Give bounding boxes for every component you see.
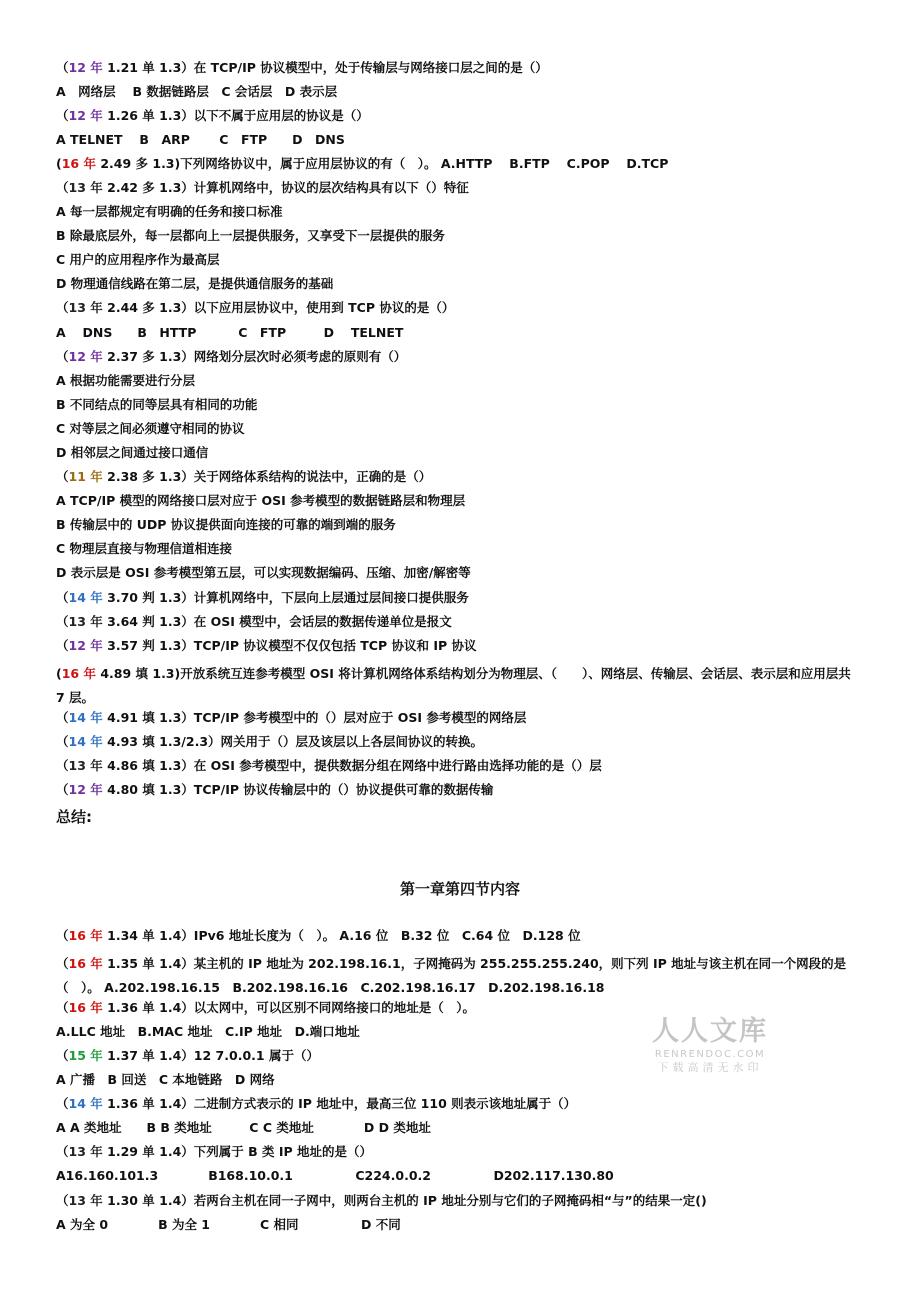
question-line	[56, 1193, 707, 1209]
question-line	[56, 638, 476, 654]
line-text: A 根据功能需要进行分层	[56, 373, 196, 388]
line-text: A.LLC 地址 B.MAC 地址 C.IP 地址 D.端口地址	[56, 1024, 360, 1039]
year-tag: 16 年	[61, 156, 96, 171]
open-paren: （	[56, 108, 69, 123]
question-line	[56, 469, 431, 485]
watermark-slogan: 下载高清无水印	[657, 1061, 763, 1074]
answer-option-line	[56, 541, 232, 557]
answer-option-line	[56, 132, 345, 148]
question-line	[56, 1096, 576, 1112]
year-tag: 16 年	[61, 666, 96, 681]
question-line	[56, 1144, 372, 1160]
line-text: 1.36 单 1.4）以太网中，可以区别不同网络接口的地址是（ ）。	[102, 1000, 476, 1015]
question-line	[56, 1000, 475, 1016]
line-text: 2.44 多 1.3）以下应用层协议中，使用到 TCP 协议的是（）	[102, 300, 455, 315]
open-paren: （	[56, 469, 69, 484]
year-tag: 13 年	[68, 1193, 103, 1208]
year-tag: 12 年	[68, 349, 103, 364]
answer-option-line	[56, 1024, 360, 1040]
open-paren: （	[56, 782, 69, 797]
watermark-main-text: 人人文库	[652, 1016, 768, 1047]
line-text: A TELNET B ARP C FTP D DNS	[56, 132, 345, 147]
year-tag: 12 年	[68, 108, 103, 123]
line-text: A A 类地址 B B 类地址 C C 类地址 D D 类地址	[56, 1120, 431, 1135]
answer-option-line	[56, 421, 245, 437]
question-line	[56, 782, 493, 798]
question-line	[56, 928, 581, 944]
line-text: 3.70 判 1.3）计算机网络中，下层向上层通过层间接口提供服务	[102, 590, 469, 605]
open-paren: （	[56, 590, 69, 605]
line-text: B 除最底层外，每一层都向上一层提供服务，又享受下一层提供的服务	[56, 228, 445, 243]
line-text: 3.57 判 1.3）TCP/IP 协议模型不仅仅包括 TCP 协议和 IP 协议	[102, 638, 477, 653]
year-tag: 16 年	[68, 928, 103, 943]
line-text: A16.160.101.3 B168.10.0.1 C224.0.0.2 D202.117.130.80	[56, 1168, 614, 1183]
summary-label: 总结:	[56, 808, 92, 826]
question-line	[56, 180, 469, 196]
line-text: B 不同结点的同等层具有相同的功能	[56, 397, 258, 412]
open-paren: （	[56, 734, 69, 749]
answer-option-line	[56, 325, 403, 341]
question-line	[56, 758, 602, 774]
year-tag: 15 年	[68, 1048, 103, 1063]
question-line	[56, 60, 548, 76]
question-line	[56, 734, 483, 750]
open-paren: （	[56, 1193, 69, 1208]
answer-option-line	[56, 1168, 614, 1184]
line-text: 4.93 填 1.3/2.3）网关用于（）层及该层以上各层间协议的转换。	[102, 734, 484, 749]
year-tag: 12 年	[68, 60, 103, 75]
question-line	[56, 614, 452, 630]
open-paren: （	[56, 1000, 69, 1015]
question-line	[56, 590, 469, 606]
line-text: 2.38 多 1.3）关于网络体系结构的说法中，正确的是（）	[102, 469, 432, 484]
section-title: 第一章第四节内容	[399, 880, 520, 898]
answer-option-line	[56, 228, 445, 244]
year-tag: 13 年	[68, 758, 103, 773]
year-tag: 12 年	[68, 638, 103, 653]
question-line	[56, 349, 406, 365]
question-line	[56, 156, 668, 172]
line-text: D 相邻层之间通过接口通信	[56, 445, 209, 460]
line-text: 1.34 单 1.4）IPv6 地址长度为（ ）。 A.16 位 B.32 位 C.64 位 D.128 位	[102, 928, 581, 943]
line-text: A 每一层都规定有明确的任务和接口标准	[56, 204, 283, 219]
answer-option-line	[56, 517, 396, 533]
line-text: 1.37 单 1.4）12 7.0.0.1 属于（）	[102, 1048, 319, 1063]
line-text: 1.29 单 1.4）下列属于 B 类 IP 地址的是（）	[102, 1144, 373, 1159]
line-text: C 物理层直接与物理信道相连接	[56, 541, 233, 556]
line-text: 4.86 填 1.3）在 OSI 参考模型中，提供数据分组在网络中进行路由选择功能的是（）层	[102, 758, 602, 773]
open-paren: （	[56, 614, 69, 629]
line-text: A 网络层 B 数据链路层 C 会话层 D 表示层	[56, 84, 338, 99]
answer-option-line	[56, 493, 465, 509]
year-tag: 12 年	[68, 782, 103, 797]
answer-option-line	[56, 252, 220, 268]
open-paren: (	[56, 666, 62, 681]
answer-option-line	[56, 276, 333, 292]
open-paren: （	[56, 349, 69, 364]
answer-option-line	[56, 84, 337, 100]
year-tag: 16 年	[68, 956, 103, 971]
answer-option-line	[56, 565, 471, 581]
line-text: 4.91 填 1.3）TCP/IP 参考模型中的（）层对应于 OSI 参考模型的网络层	[102, 710, 527, 725]
line-text: 1.26 单 1.3）以下不属于应用层的协议是（）	[102, 108, 369, 123]
answer-option-line	[56, 1120, 431, 1136]
question-line	[56, 710, 526, 726]
answer-option-line	[56, 397, 257, 413]
line-text: 3.64 判 1.3）在 OSI 模型中，会话层的数据传递单位是报文	[102, 614, 452, 629]
line-text: 2.49 多 1.3)下列网络协议中，属于应用层协议的有（ ）。 A.HTTP B.FTP C.POP D.TCP	[95, 156, 669, 171]
question-line	[56, 300, 454, 316]
open-paren: （	[56, 710, 69, 725]
line-text: D 表示层是 OSI 参考模型第五层，可以实现数据编码、压缩、加密/解密等	[56, 565, 471, 580]
watermark-url: RENRENDOC.COM	[654, 1049, 766, 1060]
answer-option-line	[56, 445, 208, 461]
question-line	[56, 662, 856, 710]
line-text: 2.42 多 1.3）计算机网络中，协议的层次结构具有以下（）特征	[102, 180, 469, 195]
answer-option-line	[56, 1217, 401, 1233]
year-tag: 14 年	[68, 710, 103, 725]
open-paren: （	[56, 180, 69, 195]
year-tag: 14 年	[68, 1096, 103, 1111]
line-text: 1.36 单 1.4）二进制方式表示的 IP 地址中，最高三位 110 则表示该地址属于（）	[102, 1096, 577, 1111]
year-tag: 14 年	[68, 590, 103, 605]
question-line	[56, 108, 369, 124]
year-tag: 16 年	[68, 1000, 103, 1015]
line-text: B 传输层中的 UDP 协议提供面向连接的可靠的端到端的服务	[56, 517, 396, 532]
answer-option-line	[56, 373, 195, 389]
open-paren: （	[56, 928, 69, 943]
answer-option-line	[56, 204, 283, 220]
year-tag: 14 年	[68, 734, 103, 749]
year-tag: 13 年	[68, 300, 103, 315]
open-paren: (	[56, 156, 62, 171]
open-paren: （	[56, 758, 69, 773]
open-paren: （	[56, 300, 69, 315]
open-paren: （	[56, 1048, 69, 1063]
year-tag: 13 年	[68, 180, 103, 195]
answer-option-line	[56, 1072, 275, 1088]
open-paren: （	[56, 60, 69, 75]
year-tag: 13 年	[68, 614, 103, 629]
question-line	[56, 952, 856, 1000]
line-text: 1.30 单 1.4）若两台主机在同一子网中，则两台主机的 IP 地址分别与它们的子网掩码相“与”的结果一定()	[102, 1193, 707, 1208]
line-text: D 物理通信线路在第二层，是提供通信服务的基础	[56, 276, 334, 291]
line-text: A DNS B HTTP C FTP D TELNET	[56, 325, 404, 340]
line-text: 4.89 填 1.3)开放系统互连参考模型 OSI 将计算机网络体系结构划分为物理层、（ ）、网络层、传输层、会话层、表示层和应用层共 7 层。	[56, 666, 851, 705]
question-line	[56, 1048, 319, 1064]
line-text: C 用户的应用程序作为最高层	[56, 252, 220, 267]
open-paren: （	[56, 956, 69, 971]
line-text: A 为全 0 B 为全 1 C 相同 D 不同	[56, 1217, 401, 1232]
open-paren: （	[56, 1096, 69, 1111]
watermark-logo	[648, 1016, 772, 1075]
open-paren: （	[56, 638, 69, 653]
year-tag: 13 年	[68, 1144, 103, 1159]
line-text: A 广播 B 回送 C 本地链路 D 网络	[56, 1072, 275, 1087]
line-text: 1.35 单 1.4）某主机的 IP 地址为 202.198.16.1，子网掩码为 255.255.255.240，则下列 IP 地址与该主机在同一个网段的是（ ）。 A.202.198.16.15 B.202.198.16.16 C.202.198.16.17 D.202.198.16.18	[56, 956, 847, 995]
line-text: A TCP/IP 模型的网络接口层对应于 OSI 参考模型的数据链路层和物理层	[56, 493, 466, 508]
line-text: 2.37 多 1.3）网络划分层次时必须考虑的原则有（）	[102, 349, 407, 364]
line-text: C 对等层之间必须遵守相同的协议	[56, 421, 245, 436]
open-paren: （	[56, 1144, 69, 1159]
year-tag: 11 年	[68, 469, 103, 484]
line-text: 1.21 单 1.3）在 TCP/IP 协议模型中，处于传输层与网络接口层之间的是（）	[102, 60, 548, 75]
line-text: 4.80 填 1.3）TCP/IP 协议传输层中的（）协议提供可靠的数据传输	[102, 782, 494, 797]
